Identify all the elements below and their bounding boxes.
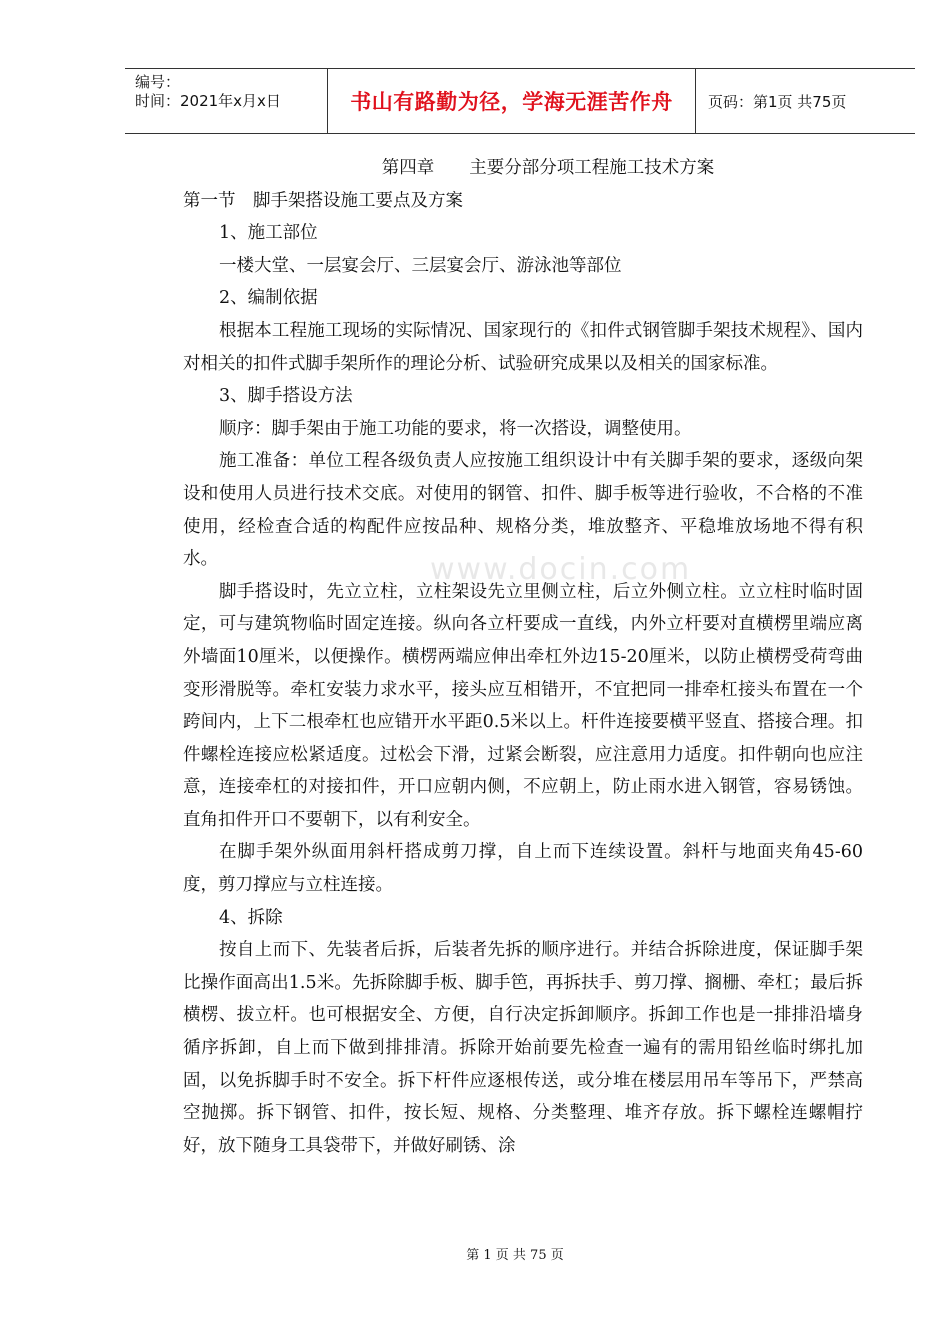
paragraph-preparation: 施工准备：单位工程各级负责人应按施工组织设计中有关脚手架的要求，逐级向架设和使用人员进行技术交底。对使用的钢管、扣件、脚手板等进行验收，不合格的不准使用，经检查合适的构配件应按品种、规格分类，堆放整齐、平稳堆放场地不得有积水。 xyxy=(183,451,863,570)
document-body xyxy=(183,152,863,1162)
heading-dismantling: 4、拆除 xyxy=(219,907,283,928)
heading-basis: 2、编制依据 xyxy=(219,288,318,309)
paragraph-bracing: 在脚手架外纵面用斜杆搭成剪刀撑，自上而下连续设置。斜杆与地面夹角45-60度，剪刀撑应与立柱连接。 xyxy=(183,842,863,896)
time-label: 时间：2021年x月x日 xyxy=(135,92,281,110)
document-header xyxy=(125,68,915,134)
paragraph-erection: 脚手搭设时，先立立柱，立柱架设先立里侧立柱，后立外侧立柱。立立柱时临时固定，可与建筑物临时固定连接。纵向各立杆要成一直线，内外立杆要对直横楞里端应离外墙面10厘米，以便操作。横楞两端应伸出牵杠外边15-20厘米，以防止横楞受荷弯曲变形滑脱等。牵杠安装力求水平，接头应互相错开，不宜把同一排牵杠接头布置在一个跨间内，上下二根牵杠也应错开水平距0.5米以上。杆件连接要横平竖直、搭接合理。扣件螺栓连接应松紧适度。过松会下滑，过紧会断裂，应注意用力适度。扣件朝向也应注意，连接牵杠的对接扣件，开口应朝内侧，不应朝上，防止雨水进入钢管，容易锈蚀。直角扣件开口不要朝下，以有利安全。 xyxy=(183,581,863,830)
number-label: 编号： xyxy=(135,73,181,91)
paragraph-location: 一楼大堂、一层宴会厅、三层宴会厅、游泳池等部位 xyxy=(219,255,622,276)
section-title: 第一节 脚手架搭设施工要点及方案 xyxy=(183,190,463,211)
paragraph-sequence: 顺序：脚手架由于施工功能的要求，将一次搭设，调整使用。 xyxy=(219,418,692,439)
paragraph-basis: 根据本工程施工现场的实际情况、国家现行的《扣件式钢管脚手架技术规程》、国内对相关的扣件式脚手架所作的理论分析、试验研究成果以及相关的国家标准。 xyxy=(183,320,863,374)
header-meta xyxy=(125,69,328,133)
header-page-info: 页码：第1页 共75页 xyxy=(708,92,847,111)
header-motto: 书山有路勤为径，学海无涯苦作舟 xyxy=(328,69,696,133)
heading-construction-location: 1、施工部位 xyxy=(219,223,318,244)
chapter-title: 第四章 主要分部分项工程施工技术方案 xyxy=(381,158,715,178)
heading-erection-method: 3、脚手搭设方法 xyxy=(219,386,353,407)
paragraph-dismantling: 按自上而下、先装者后拆，后装者先拆的顺序进行。并结合拆除进度，保证脚手架比操作面高出1.5米。先拆除脚手板、脚手笆，再拆扶手、剪刀撑、搁栅、牵杠；最后拆横楞、拔立杆。也可根据安全、方便，自行决定拆卸顺序。拆卸工作也是一排排沿墙身循序拆卸，自上而下做到排排清。拆除开始前要先检查一遍有的需用铅丝临时绑扎加固，以免拆脚手时不安全。拆下杆件应逐根传送，或分堆在楼层用吊车等吊下，严禁高空抛掷。拆下钢管、扣件，按长短、规格、分类整理、堆齐存放。拆下螺栓连螺帽拧好，放下随身工具袋带下，并做好刷锈、涂 xyxy=(183,940,863,1156)
watermark: www.docin.com xyxy=(430,552,692,587)
page-footer: 第 1 页 共 75 页 xyxy=(466,1248,564,1263)
